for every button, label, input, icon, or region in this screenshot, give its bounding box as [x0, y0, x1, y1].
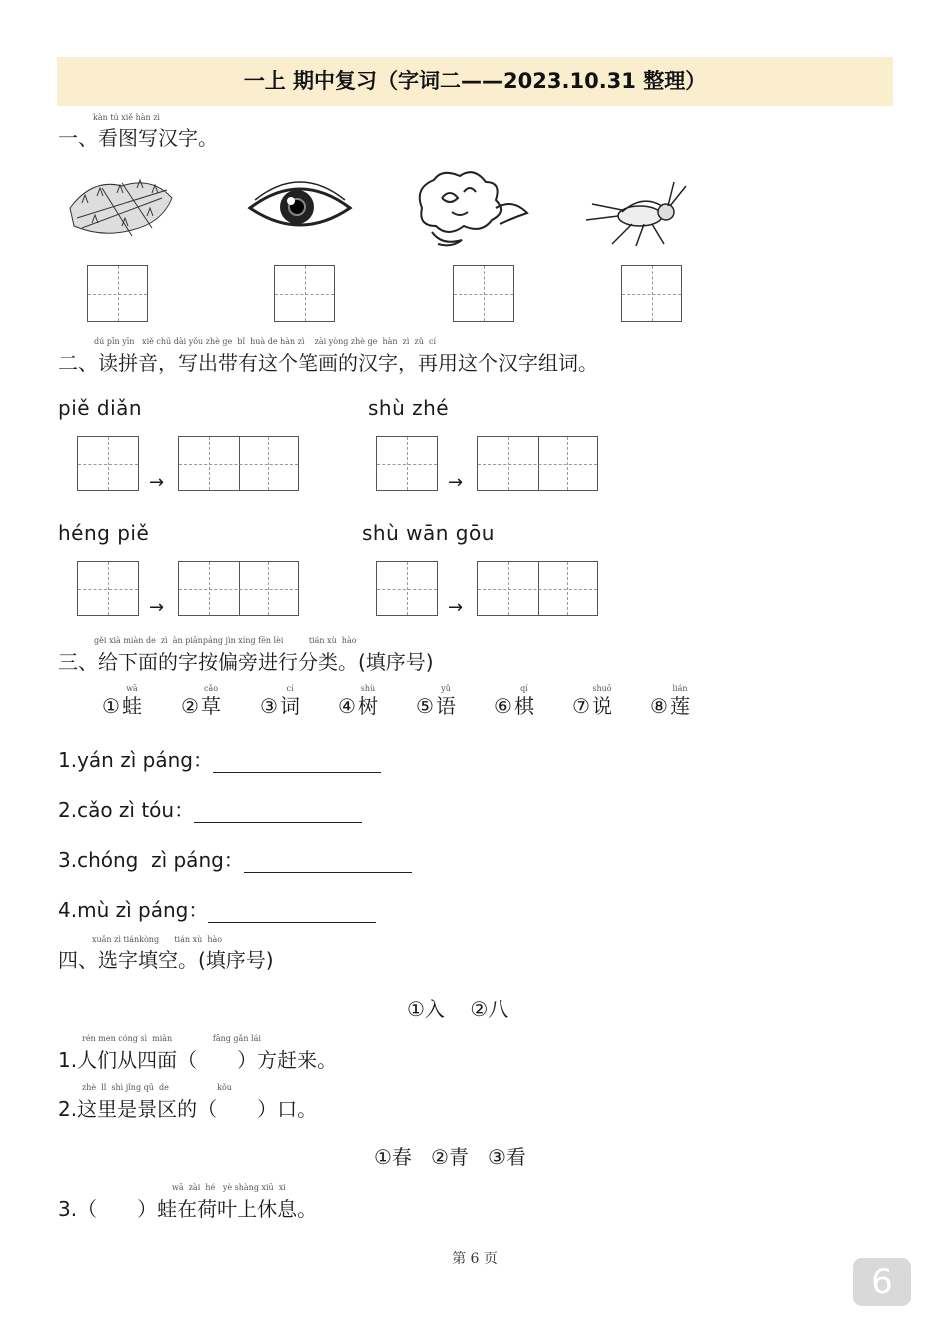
fill-question-1: 1.人们从四面（ ）方赶来。: [58, 1048, 338, 1072]
question-chong-zi-pang: 3.chóng zì páng：: [58, 844, 412, 873]
answer-line[interactable]: [213, 772, 381, 773]
char-item: ⑧ lián 莲: [650, 684, 690, 718]
fill-question-3: 3.（ ）蛙在荷叶上休息。: [58, 1197, 318, 1221]
cloud-picture: [412, 168, 530, 250]
insect-picture: [582, 180, 688, 252]
stroke-label-pie-dian: piě diǎn: [58, 396, 143, 420]
choices-chun-qing-kan: ①春 ②青 ③看: [374, 1145, 526, 1169]
q1-pinyin: rén men cóng sì miàn fāng gǎn lái: [82, 1034, 261, 1043]
answer-line[interactable]: [244, 872, 412, 873]
page-number: 第 6 页: [452, 1251, 498, 1267]
question-cao-zi-tou: 2.cǎo zì tóu：: [58, 794, 362, 823]
section3-heading: 三、给下面的字按偏旁进行分类。(填序号): [58, 650, 434, 674]
arrow: →: [448, 597, 464, 618]
char-item: ④ shù 树: [338, 684, 378, 718]
section2-pinyin: dú pīn yīn xiě chū dài yǒu zhè ge bǐ huà de hàn zì zài yòng zhè ge hàn zì zǔ cí: [94, 337, 437, 346]
word-box[interactable]: [477, 436, 598, 491]
stroke-label-shu-wan-gou: shù wān gōu: [362, 521, 495, 545]
question-yan-zi-pang: 1.yán zì páng：: [58, 744, 381, 773]
char-item: ⑤ yǔ 语: [416, 684, 456, 718]
answer-box-grass[interactable]: [87, 265, 148, 322]
char-box[interactable]: [376, 436, 438, 491]
section1-heading: 一、看图写汉字。: [58, 126, 218, 150]
choices-ru-ba: ①入 ②八: [407, 997, 509, 1021]
char-box[interactable]: [77, 436, 139, 491]
arrow: →: [149, 472, 165, 493]
page-title: 一上 期中复习（字词二——2023.10.31 整理）: [243, 69, 707, 93]
grass-field-picture: [62, 168, 177, 246]
section4-pinyin: xuǎn zì tiánkòng tián xù hào: [92, 935, 223, 944]
answer-box-insect[interactable]: [621, 265, 682, 322]
word-box[interactable]: [178, 436, 299, 491]
stroke-label-heng-pie: héng piě: [58, 521, 150, 545]
q2-pinyin: zhè lǐ shì jǐng qū de kǒu: [82, 1083, 232, 1092]
char-item: ⑦ shuō 说: [572, 684, 612, 718]
char-item: ⑥ qí 棋: [494, 684, 534, 718]
answer-box-eye[interactable]: [274, 265, 335, 322]
arrow: →: [448, 472, 464, 493]
question-mu-zi-pang: 4.mù zì páng：: [58, 894, 376, 923]
char-box[interactable]: [77, 561, 139, 616]
arrow: →: [149, 597, 165, 618]
word-box[interactable]: [178, 561, 299, 616]
fill-question-2: 2.这里是景区的（ ）口。: [58, 1097, 318, 1121]
char-item: ① wā 蛙: [102, 684, 142, 718]
eye-picture: [245, 180, 355, 232]
q3-pinyin: wā zài hé yè shàng xiū xi: [172, 1183, 286, 1192]
page-badge: 6: [853, 1258, 911, 1306]
answer-line[interactable]: [208, 922, 376, 923]
char-box[interactable]: [376, 561, 438, 616]
section3-pinyin: gěi xià miàn de zì àn piānpáng jìn xíng fēn lèi tián xù hào: [94, 636, 357, 645]
stroke-label-shu-zhe: shù zhé: [368, 396, 450, 420]
answer-line[interactable]: [194, 822, 362, 823]
word-box[interactable]: [477, 561, 598, 616]
section1-pinyin: kàn tú xiě hàn zì: [93, 113, 160, 122]
section2-heading: 二、读拼音，写出带有这个笔画的汉字，再用这个汉字组词。: [58, 351, 598, 375]
char-item: ③ cí 词: [260, 684, 300, 718]
char-item: ② cǎo 草: [181, 684, 221, 718]
answer-box-cloud[interactable]: [453, 265, 514, 322]
section4-heading: 四、选字填空。(填序号): [58, 948, 274, 972]
